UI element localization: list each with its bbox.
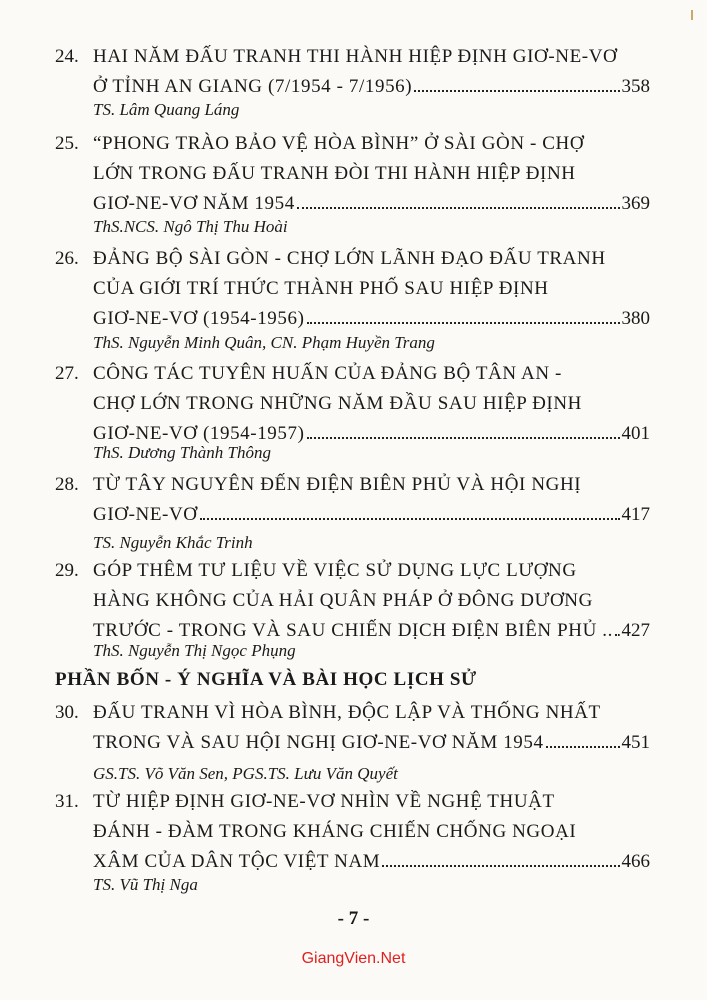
dot-leader: [382, 865, 619, 867]
entry-title-last-line: Ở TỈNH AN GIANG (7/1954 - 7/1956): [93, 76, 413, 97]
entry-title-last-line: GIƠ-NE-VƠ (1954-1956): [93, 308, 305, 329]
entry-author: ThS. Dương Thành Thông: [93, 443, 271, 462]
entry-title-last-line: XÂM CỦA DÂN TỘC VIỆT NAM: [93, 851, 381, 872]
entry-page-number: 451: [621, 732, 650, 753]
entry-author: GS.TS. Võ Văn Sen, PGS.TS. Lưu Văn Quyết: [93, 764, 398, 783]
page-edge-mark: [691, 10, 693, 20]
entry-number: 27.: [55, 363, 79, 384]
dot-leader: [414, 90, 619, 92]
entry-author: TS. Vũ Thị Nga: [93, 875, 198, 894]
entry-page-number: 427: [621, 620, 650, 641]
dot-leader: [546, 746, 620, 748]
entry-title-line: HÀNG KHÔNG CỦA HẢI QUÂN PHÁP Ở ĐÔNG DƯƠNG: [93, 590, 593, 611]
entry-author: ThS.NCS. Ngô Thị Thu Hoài: [93, 217, 288, 236]
entry-title-line: “PHONG TRÀO BẢO VỆ HÒA BÌNH” Ở SÀI GÒN - CHỢ: [93, 133, 585, 154]
entry-author: TS. Lâm Quang Láng: [93, 100, 240, 119]
entry-number: 28.: [55, 474, 79, 495]
page-number: - 7 -: [337, 908, 370, 929]
entry-number: 29.: [55, 560, 79, 581]
entry-author: TS. Nguyễn Khắc Trinh: [93, 533, 253, 552]
entry-page-number: 380: [621, 308, 650, 329]
entry-page-number: 401: [621, 423, 650, 444]
toc-entry-27: [55, 359, 650, 449]
entry-title-line: GÓP THÊM TƯ LIỆU VỀ VIỆC SỬ DỤNG LỰC LƯỢNG: [93, 560, 577, 581]
toc-entry-26: [55, 244, 650, 334]
toc-entry-31: [55, 787, 650, 877]
entry-title-line: CỦA GIỚI TRÍ THỨC THÀNH PHỐ SAU HIỆP ĐỊNH: [93, 278, 549, 299]
dot-leader: [200, 518, 620, 520]
toc-entry-24: [55, 42, 650, 102]
entry-page-number: 417: [621, 504, 650, 525]
entry-title-last-line: GIƠ-NE-VƠ NĂM 1954: [93, 193, 295, 214]
entry-page-number: 358: [621, 76, 650, 97]
toc-entry-30: [55, 698, 650, 758]
toc-entry-28: [55, 470, 650, 530]
toc-entry-29: [55, 556, 650, 646]
entry-number: 31.: [55, 791, 79, 812]
dot-leader: [307, 322, 620, 324]
entry-page-number: 369: [621, 193, 650, 214]
toc-entry-25: [55, 129, 650, 219]
entry-author: ThS. Nguyễn Minh Quân, CN. Phạm Huyền Trang: [93, 333, 435, 352]
entry-title-line: HAI NĂM ĐẤU TRANH THI HÀNH HIỆP ĐỊNH GIƠ-NE-VƠ: [93, 46, 618, 67]
entry-title-line: ĐÁNH - ĐÀM TRONG KHÁNG CHIẾN CHỐNG NGOẠI: [93, 821, 577, 842]
dot-leader: [615, 634, 620, 636]
dot-leader: [297, 207, 620, 209]
watermark: GiangVien.Net: [301, 950, 406, 967]
entry-title-line: TỪ TÂY NGUYÊN ĐẾN ĐIỆN BIÊN PHỦ VÀ HỘI NGHỊ: [93, 474, 582, 495]
entry-title-last-line: TRONG VÀ SAU HỘI NGHỊ GIƠ-NE-VƠ NĂM 1954: [93, 732, 544, 753]
entry-title-line: LỚN TRONG ĐẤU TRANH ĐÒI THI HÀNH HIỆP ĐỊNH: [93, 163, 576, 184]
dot-leader: [307, 437, 620, 439]
entry-page-number: 466: [621, 851, 650, 872]
entry-title-last-line: GIƠ-NE-VƠ (1954-1957): [93, 423, 305, 444]
entry-number: 25.: [55, 133, 79, 154]
entry-title-line: TỪ HIỆP ĐỊNH GIƠ-NE-VƠ NHÌN VỀ NGHỆ THUẬT: [93, 791, 555, 812]
entry-author: ThS. Nguyễn Thị Ngọc Phụng: [93, 641, 296, 660]
section-heading: PHẦN BỐN - Ý NGHĨA VÀ BÀI HỌC LỊCH SỬ: [55, 669, 477, 690]
entry-title-last-line: GIƠ-NE-VƠ: [93, 504, 198, 525]
entry-number: 24.: [55, 46, 79, 67]
entry-title-last-line: TRƯỚC - TRONG VÀ SAU CHIẾN DỊCH ĐIỆN BIÊN PHỦ ..: [93, 620, 613, 641]
entry-title-line: CÔNG TÁC TUYÊN HUẤN CỦA ĐẢNG BỘ TÂN AN -: [93, 363, 562, 384]
entry-title-line: ĐẢNG BỘ SÀI GÒN - CHỢ LỚN LÃNH ĐẠO ĐẤU TRANH: [93, 248, 606, 269]
entry-number: 30.: [55, 702, 79, 723]
entry-number: 26.: [55, 248, 79, 269]
entry-title-line: ĐẤU TRANH VÌ HÒA BÌNH, ĐỘC LẬP VÀ THỐNG NHẤT: [93, 702, 601, 723]
entry-title-line: CHỢ LỚN TRONG NHỮNG NĂM ĐẦU SAU HIỆP ĐỊNH: [93, 393, 583, 414]
